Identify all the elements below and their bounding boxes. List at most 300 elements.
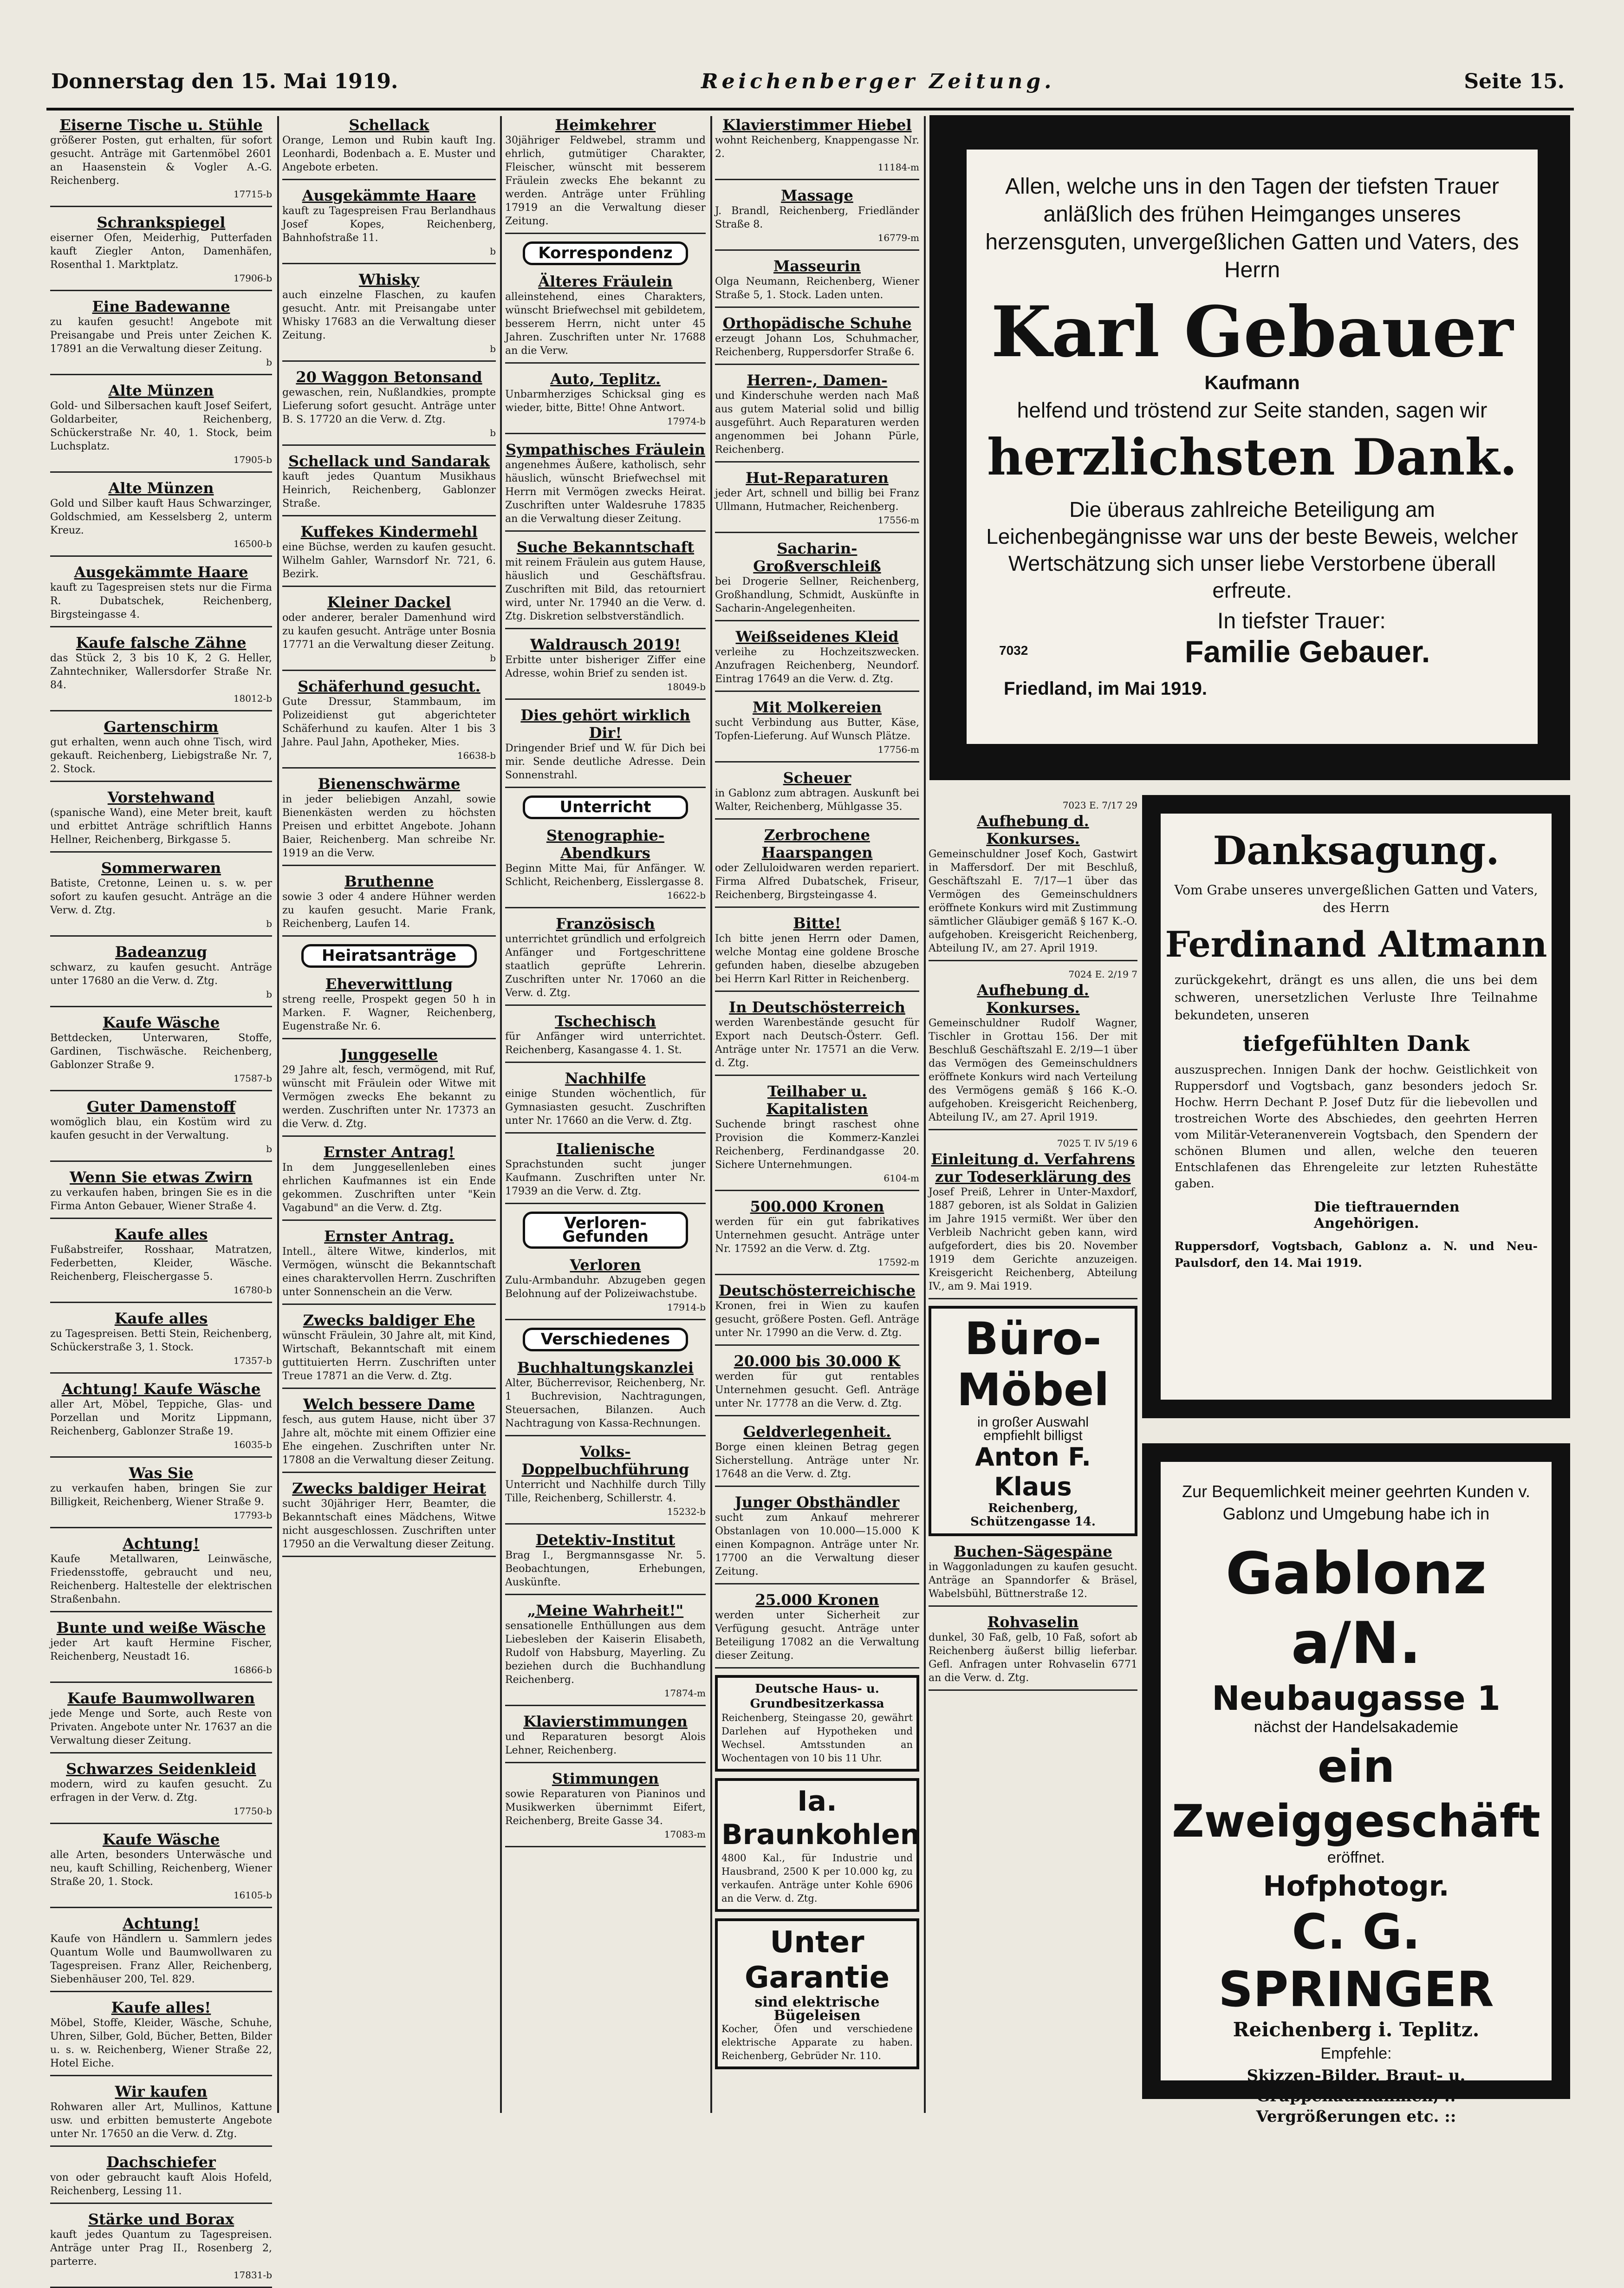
classified-ad: [50, 789, 272, 853]
ad-heading: Bruthenne: [344, 873, 434, 890]
ad-text: werden Warenbestände gesucht für Export nach Deutsch-Österr. Gefl. Anträge unter Nr. 17571 an die Verw. d. Ztg.: [715, 1017, 919, 1069]
ad-heading: 25.000 Kronen: [755, 1591, 879, 1609]
classified-ad: [715, 628, 919, 692]
classified-ad: [50, 1380, 272, 1458]
ad-heading: Schellack: [349, 116, 429, 134]
ad-meta: 7025 T. IV 5/19 6: [1057, 1138, 1137, 1149]
classified-ad: [505, 1602, 706, 1706]
classified-ad: [715, 314, 919, 365]
ad-divider: [505, 1132, 706, 1134]
classified-ad: [929, 1613, 1137, 1691]
ad-text: streng reelle, Prospekt gegen 50 h in Marken. F. Wagner, Reichenberg, Eugenstraße Nr. 6.: [282, 994, 496, 1032]
ad-reference: b: [490, 343, 496, 354]
category-verloren-gefunden: Verloren-Gefunden: [523, 1212, 688, 1249]
ad-divider: [715, 991, 919, 992]
ad-divider: [282, 360, 496, 362]
classified-ad: [282, 1311, 496, 1389]
ad-text: werden für ein gut fabrikatives Unternehmen gesucht. Anträge unter Nr. 17592 an die Verw. d. Ztg.: [715, 1216, 919, 1255]
ad-text: Rohwaren aller Art, Mullinos, Kattune usw. und erbitten bemusterte Angebote unter Nr. 17650 an die Verw. d. Ztg.: [50, 2101, 272, 2140]
ad-reference: 16500-b: [233, 538, 272, 549]
ad-text: oder Zelluloidwaren werden repariert. Firma Alfred Dubatschek, Friseur, Reichenberg, Birgsteingasse 4.: [715, 862, 919, 901]
ad-divider: [50, 1823, 272, 1824]
ad-divider: [50, 1456, 272, 1458]
ad-heading: Whisky: [358, 271, 420, 288]
classified-ad: [715, 914, 919, 992]
ad-divider: [50, 1907, 272, 1908]
ad-heading: Alte Münzen: [108, 382, 214, 399]
ad-text: Bettdecken, Unterwaren, Stoffe, Gardinen, Tischwäsche. Reichenberg, Gablonzer Straße 9.: [50, 1032, 272, 1071]
column-1-classifieds: [50, 116, 272, 2281]
ad-heading: Rohvaselin: [987, 1613, 1079, 1631]
ad-reference: 17974-b: [667, 416, 706, 427]
classified-ad: [929, 799, 1137, 961]
ad-text: Kaufe von Händlern u. Sammlern jedes Quantum Wolle und Baumwollwaren zu Tagespreisen. Franz Aller, Reichenberg, Siebenhäuser 200, Tel. 829.: [50, 1933, 272, 1985]
newspaper-title: Reichenberger Zeitung.: [701, 70, 1055, 93]
ad-divider: [505, 233, 706, 234]
column-5-notices: [929, 799, 1137, 2113]
ad-heading: 500.000 Kronen: [750, 1198, 884, 1215]
altmann-sign: Die tieftrauernden Angehörigen.: [1314, 1199, 1460, 1232]
ad-divider: [282, 767, 496, 769]
altmann-name: Ferdinand Altmann: [1165, 924, 1547, 965]
ad-bueromoebel-line1: in großer Auswahl: [977, 1415, 1089, 1430]
gebauer-body: Die überaus zahlreiche Beteiligung am Leichenbegängnisse war uns der beste Beweis, welcher Wertschätzung sich unser liebe Verstorbene überall erfreute.: [986, 497, 1518, 602]
springer-role: Hofphotogr.: [1263, 1870, 1449, 1903]
ad-heading: Masseurin: [773, 257, 861, 275]
classified-ad: [505, 370, 706, 434]
ad-divider: [715, 364, 919, 365]
ad-divider: [715, 179, 919, 180]
ad-text: Kronen, frei in Wien zu kaufen gesucht, größere Posten. Gefl. Anträge unter Nr. 17990 an die Verw. d. Ztg.: [715, 1300, 919, 1339]
ad-heading: Kaufe alles!: [111, 1999, 211, 2016]
springer-street: Neubaugasse 1: [1212, 1679, 1501, 1718]
ad-heading: Herren-, Damen-: [747, 372, 888, 389]
classified-ad: [505, 1713, 706, 1763]
classified-ad: [282, 1046, 496, 1137]
classified-ad: [505, 915, 706, 1006]
classified-ad: [282, 1143, 496, 1221]
ad-heading: Geldverlegenheit.: [743, 1423, 891, 1441]
ad-heading: Älteres Fräulein: [538, 273, 673, 290]
ad-heading: Bitte!: [793, 914, 841, 932]
ad-reference: 17715-b: [233, 189, 272, 200]
ad-reference: b: [266, 357, 272, 368]
springer-items: Skizzen-Bilder, Braut- u. Gruppenaufnahmen, :: Vergrößerungen etc. ::: [1247, 2066, 1466, 2126]
ad-divider: [929, 960, 1137, 961]
gebauer-family: Familie Gebauer.: [1185, 634, 1430, 669]
classified-ad: [929, 1543, 1137, 1607]
ad-text: eiserner Ofen, Meiderhig, Putterfaden kauft Ziegler Anton, Damenhäfen, Rosenthal 1. Marktplatz.: [50, 232, 272, 271]
ad-garantie-sub: sind elektrische Bügeleisen: [754, 1994, 880, 2024]
column-separator: [277, 116, 279, 2113]
ad-text: von oder gebraucht kauft Alois Hofeld, Reichenberg, Lessing 11.: [50, 2172, 272, 2197]
ad-heading: Teilhaber u. Kapitalisten: [766, 1082, 868, 1118]
ad-heading: Nachhilfe: [565, 1069, 646, 1087]
classified-ad: [505, 1012, 706, 1063]
gebauer-place: Friedland, im Mai 1919.: [1004, 678, 1207, 699]
ad-divider: [282, 1038, 496, 1039]
classified-ad: [715, 1352, 919, 1416]
ad-divider: [282, 1304, 496, 1305]
ad-divider: [929, 1298, 1137, 1299]
column-2-classifieds: [282, 116, 496, 2113]
page-number: Seite 15.: [1464, 70, 1565, 93]
ad-divider: [50, 1611, 272, 1612]
classified-ad: [50, 1760, 272, 1824]
ad-text: Kaufe Metallwaren, Leinwäsche, Friedensstoffe, gebraucht und neu, Reichenberg. Haltestelle der elektrischen Straßenbahn.: [50, 1553, 272, 1605]
header-rule: [46, 108, 1574, 111]
ad-heading: Junger Obsthändler: [734, 1493, 900, 1511]
classified-ad: [50, 298, 272, 375]
ad-divider: [50, 1991, 272, 1992]
classified-ad: [505, 1443, 706, 1525]
classified-ad: [282, 775, 496, 866]
classified-ad: [50, 1535, 272, 1612]
ad-reference: 6104-m: [883, 1173, 919, 1184]
classified-ad: [715, 769, 919, 820]
ad-divider: [282, 179, 496, 180]
ad-divider: [282, 1556, 496, 1557]
ad-unter-garantie: [715, 1918, 919, 2069]
ad-text: In dem Junggesellenleben eines ehrlichen Kaufmannes ist ein Ende gekommen. Zuschriften unter "Kein Vagabund" an die Verw. d. Ztg.: [282, 1162, 496, 1214]
notice-springer: [1161, 1462, 1552, 2126]
ad-divider: [50, 626, 272, 627]
ad-heading: Klavierstimmer Hiebel: [722, 116, 912, 134]
ad-divider: [50, 1752, 272, 1753]
ad-text: sowie 3 oder 4 andere Hühner werden zu kaufen gesucht. Marie Frank, Reichenberg, Laufen 14.: [282, 891, 496, 930]
ad-heading: Ernster Antrag.: [324, 1227, 454, 1245]
ad-text: schwarz, zu kaufen gesucht. Anträge unter 17680 an die Verw. d. Ztg.: [50, 962, 272, 987]
classified-ad: [715, 1082, 919, 1191]
ad-text: Gemeinschuldner Rudolf Wagner, Tischler in Grottau 156. Der mit Beschluß Geschäftszahl E. 2/19—1 über das Vermögen des Gemeinschuldners eröffnete Konkurs wird nach Verteilung des Vermögens gemäß § 166 K.-O. aufgehoben. Kreisgericht Reichenberg, Abteilung IV., am 27. April 1919.: [929, 1017, 1137, 1123]
ad-heading: Mit Molkereien: [753, 698, 882, 716]
category-heiratsantraege: Heiratsanträge: [301, 944, 477, 968]
altmann-intro: Vom Grabe unseres unvergeßlichen Gatten und Vaters, des Herrn: [1174, 882, 1538, 915]
ad-divider: [50, 1302, 272, 1303]
ad-text: (spanische Wand), eine Meter breit, kauft und erbittet Anträge schriftlich Hanns Hellner, Reichenberg, Birkgasse 5.: [50, 807, 272, 846]
ad-divider: [50, 1527, 272, 1528]
ad-heading: Verloren: [570, 1256, 641, 1274]
classified-ad: [50, 382, 272, 473]
classified-ad: [505, 706, 706, 788]
ad-text: kauft jedes Quantum zu Tagespreisen. Anträge unter Prag II., Rosenberg 2, parterre.: [50, 2229, 272, 2268]
gebauer-occupation: Kaufmann: [1204, 372, 1300, 393]
ad-heading: Heimkehrer: [555, 116, 656, 134]
ad-reference: 16035-b: [233, 1439, 272, 1450]
classified-ad: [282, 187, 496, 264]
classified-ad: [505, 1359, 706, 1436]
classified-ad: [715, 1282, 919, 1346]
ad-text: bei Drogerie Sellner, Reichenberg, Großhandlung, Schmidt, Auskünfte in Sacharin-Angelegenheiten.: [715, 576, 919, 614]
ad-text: kauft zu Tagespreisen Frau Berlandhaus Josef Kopes, Reichenberg, Bahnhofstraße 11.: [282, 205, 496, 244]
ad-heading: Einleitung d. Verfahrens zur Todeserklärung des: [931, 1150, 1135, 1186]
ad-heading: Schäferhund gesucht.: [298, 678, 481, 695]
ad-divider: [505, 1846, 706, 1847]
ad-heading: Alte Münzen: [108, 479, 214, 497]
ad-text: gut erhalten, wenn auch ohne Tisch, wird gekauft. Reichenberg, Liebigstraße Nr. 7, 2. Stock.: [50, 737, 272, 775]
ad-text: das Stück 2, 3 bis 10 K, 2 G. Heller, Zahntechniker, Wallersdorfer Straße Nr. 84.: [50, 652, 272, 691]
ad-text: Gold und Silber kauft Haus Schwarzinger, Goldschmied, am Kesselsberg 2, unterm Kreuz.: [50, 498, 272, 536]
classified-ad: [505, 441, 706, 532]
ad-heading: Italienische: [556, 1140, 655, 1158]
ad-text: Sprachstunden sucht junger Kaufmann. Zuschriften unter Nr. 17939 an die Verw. d. Ztg.: [505, 1159, 706, 1197]
springer-city: Gablonz a/N.: [1225, 1540, 1487, 1677]
ad-braunkohlen-text: 4800 Kal., für Industrie und Hausbrand, 2500 K per 10.000 kg, zu verkaufen. Anträge unter Kohle 6906 an die Verw. d. Ztg.: [721, 1852, 913, 1904]
ad-heading: Eheverwittlung: [325, 975, 453, 993]
gebauer-name: Karl Gebauer: [991, 291, 1514, 373]
ad-reference: 17905-b: [233, 454, 272, 465]
column-3-classifieds: [505, 116, 706, 2113]
classified-ad: [929, 1137, 1137, 1299]
ad-divider: [50, 2075, 272, 2076]
classified-ad: [50, 1619, 272, 1683]
classified-ad: [50, 563, 272, 627]
classified-ad: [282, 678, 496, 769]
classified-ad: [715, 998, 919, 1076]
ad-bueromoebel: [929, 1306, 1137, 1536]
classified-ad: [505, 273, 706, 364]
ad-hausbesitzerkassa: [715, 1675, 919, 1772]
ad-text: eine Büchse, werden zu kaufen gesucht. Wilhelm Gahler, Warnsdorf Nr. 721, 6. Bezirk.: [282, 541, 496, 580]
gebauer-number: 7032: [999, 643, 1028, 658]
ad-divider: [715, 818, 919, 820]
ad-divider: [282, 1219, 496, 1221]
ad-text: für Anfänger wird unterrichtet. Reichenberg, Kasangasse 4. 1. St.: [505, 1031, 706, 1056]
ad-heading: Eine Badewanne: [92, 298, 230, 315]
ad-text: 29 Jahre alt, fesch, vermögend, mit Ruf, wünscht mit Fräulein oder Witwe mit Vermögen zwecks Ehe bekannt zu werden. Zuschriften unter Nr. 17373 an die Verw. d. Ztg.: [282, 1064, 496, 1130]
category-korrespondenz: Korrespondenz: [523, 241, 688, 265]
classified-ad: [50, 1310, 272, 1374]
ad-heading: Achtung! Kaufe Wäsche: [61, 1380, 261, 1398]
ad-divider: [505, 1523, 706, 1525]
ad-text: wohnt Reichenberg, Knappengasse Nr. 2.: [715, 135, 919, 160]
classified-ad: [282, 975, 496, 1039]
ad-heading: Eiserne Tische u. Stühle: [59, 116, 263, 134]
ad-text: verleihe zu Hochzeitszwecken. Anzufragen Reichenberg, Neundorf. Eintrag 17649 an die Verw. d. Ztg.: [715, 646, 919, 685]
ad-text: womöglich blau, ein Kostüm wird zu kaufen gesucht in der Verwaltung.: [50, 1116, 272, 1141]
ad-heading: Gartenschirm: [104, 718, 219, 736]
ad-text: in Waggonladungen zu kaufen gesucht. Anträge an Spanndorfer & Bräsel, Wabelsbühl, Büttnerstraße 12.: [929, 1561, 1137, 1600]
ad-divider: [50, 2203, 272, 2204]
ad-divider: [50, 2145, 272, 2147]
ad-reference: 18049-b: [667, 681, 706, 692]
classified-ad: [282, 1395, 496, 1473]
ad-heading: Klavierstimmungen: [523, 1713, 688, 1730]
gebauer-family-row: [967, 634, 1538, 676]
ad-reference: b: [490, 246, 496, 257]
classified-ad: [715, 1591, 919, 1669]
classified-ad: [505, 636, 706, 700]
ad-heading: Vorstehwand: [107, 789, 215, 806]
altmann-body1: zurückgekehrt, drängt es uns allen, die uns bei dem schweren, unersetzlichen Verluste Ihre Teilnahme bekundeten, unseren: [1175, 973, 1538, 1023]
ad-reference: 17831-b: [233, 2269, 272, 2281]
ad-divider: [715, 906, 919, 908]
ad-text: Gemeinschuldner Josef Koch, Gastwirt in Maffersdorf. Der mit Beschluß, Geschäftszahl E. 7/17—1 über das Vermögen des Gemeinschuldners eröffnete Konkurs wird mit Zustimmung sämtlicher Gläubiger gemäß § 167 K.-O. aufgehoben. Kreisgericht Reichenberg, Abteilung IV., am 27. April 1919.: [929, 848, 1137, 954]
classified-ad: [715, 116, 919, 180]
ad-reference: 17756-m: [877, 744, 919, 755]
ad-text: auch einzelne Flaschen, zu kaufen gesucht. Antr. mit Preisangabe unter Whisky 17683 an die Verwaltung dieser Zeitung.: [282, 289, 496, 341]
ad-text: dunkel, 30 Faß, gelb, 10 Faß, sofort ab Reichenberg äußerst billig lieferbar. Gefl. Anfragen unter Rohvaselin 6771 an die Verw. d. Ztg.: [929, 1632, 1137, 1684]
classified-ad: [50, 718, 272, 782]
ad-reference: 16866-b: [233, 1664, 272, 1675]
classified-ad: [505, 1770, 706, 1847]
springer-name: C. G. SPRINGER: [1218, 1903, 1494, 2018]
notice-gebauer: [967, 150, 1538, 744]
ad-reference: 16779-m: [877, 232, 919, 243]
ad-divider: [282, 444, 496, 446]
ad-heading: Aufhebung d. Konkurses.: [977, 812, 1089, 847]
ad-heading: Bunte und weiße Wäsche: [56, 1619, 266, 1636]
ad-heading: Sacharin-Großverschleiß: [753, 540, 881, 575]
ad-text: in jeder beliebigen Anzahl, sowie Bienenkästen werden zu höchsten Preisen und erbittet Angebote. Johann Baier, Reichenberg. Man schreibe Nr. 1919 an die Verw.: [282, 794, 496, 859]
ad-bueromoebel-address: Reichenberg, Schützengasse 14.: [970, 1501, 1096, 1529]
ad-heading: 20.000 bis 30.000 K: [734, 1352, 901, 1370]
ad-divider: [282, 935, 496, 937]
ad-reference: b: [490, 652, 496, 664]
ad-hausbesitzer-title: Deutsche Haus- u. Grundbesitzerkassa: [750, 1682, 884, 1711]
ad-heading: Ausgekämmte Haare: [302, 187, 476, 204]
ad-text: Erbitte unter bisheriger Ziffer eine Adresse, wohin Brief zu senden ist.: [505, 654, 706, 679]
ad-divider: [50, 374, 272, 375]
ad-heading: Französisch: [556, 915, 655, 932]
ad-divider: [50, 290, 272, 291]
classified-ad: [505, 1256, 706, 1320]
ad-heading: Stenographie-Abendkurs: [546, 827, 665, 862]
ad-text: Möbel, Stoffe, Kleider, Wäsche, Schuhe, Uhren, Silber, Gold, Bücher, Betten, Bilder u. s. w. Reichenberg, Wiener Straße 22, Hotel Eiche.: [50, 2017, 272, 2069]
ad-heading: Tschechisch: [555, 1012, 656, 1030]
ad-reference: b: [266, 989, 272, 1000]
ad-divider: [50, 555, 272, 557]
ad-divider: [715, 532, 919, 533]
ad-heading: Stimmungen: [552, 1770, 659, 1787]
gebauer-intro: Allen, welche uns in den Tagen der tiefsten Trauer anläßlich des frühen Heimganges unseres herzensguten, unvergeßlichen Gatten und Vaters, des Herrn: [985, 174, 1519, 282]
ad-divider: [282, 670, 496, 671]
ad-text: Intell., ältere Witwe, kinderlos, mit Vermögen, wünscht die Bekanntschaft eines charaktervollen Herrn. Zuschriften unter Sonnenschein an die Verw.: [282, 1246, 496, 1298]
ad-heading: 20 Waggon Betonsand: [296, 368, 482, 386]
notice-altmann: [1161, 814, 1552, 1400]
ad-divider: [50, 710, 272, 711]
ad-divider: [505, 1705, 706, 1706]
classified-ad: [715, 1493, 919, 1584]
ad-divider: [715, 1274, 919, 1275]
ad-divider: [50, 1682, 272, 1683]
ad-heading: Stärke und Borax: [88, 2210, 234, 2228]
ad-text: erzeugt Johann Los, Schuhmacher, Reichenberg, Ruppersdorfer Straße 6.: [715, 333, 919, 358]
ad-divider: [715, 306, 919, 308]
ad-divider: [929, 1129, 1137, 1130]
ad-reference: 17083-m: [664, 1829, 706, 1840]
ad-meta: 7023 E. 7/17 29: [1062, 800, 1137, 811]
ad-text: in Gablonz zum abtragen. Auskunft bei Walter, Reichenberg, Mühlgasse 35.: [715, 788, 919, 813]
ad-divider: [505, 1203, 706, 1204]
ad-text: gewaschen, rein, Nußlandkies, prompte Lieferung sofort gesucht. Anträge unter B. S. 17720 an die Verw. d. Ztg.: [282, 387, 496, 425]
altmann-body2: auszusprechen. Innigen Dank der hochw. Geistlichkeit von Ruppersdorf und Vogtsbach, ganz besonders jedoch Sr. Hochw. Herrn Dechant P. Josef Dutz für die liebevollen und trostreichen Worte des Abschiedes, den geehrten Herren vom Militär-Veteranenverein Vogtsbach, den Spendern der schönen Blumen und allen, welche den teueren Entschlafenen das Ehrengeleite zur letzten Ruhestätte gaben.: [1175, 1063, 1538, 1190]
ad-heading: Hut-Reparaturen: [746, 469, 889, 487]
ad-heading: In Deutschösterreich: [729, 998, 905, 1016]
ad-text: 30jähriger Feldwebel, stramm und ehrlich, gutmütiger Charakter, Fleischer, wünscht mit besserem Fräulein zwecks Ehe bekannt zu werden. Anträge unter Frühling 17919 an die Verwaltung dieser Zeitung.: [505, 135, 706, 227]
ad-bueromoebel-name: Anton F. Klaus: [975, 1442, 1091, 1501]
ad-text: größerer Posten, gut erhalten, für sofort gesucht. Anträge mit Gartenmöbel 2601 an Haasenstein & Vogler A.-G. Reichenberg.: [50, 135, 272, 187]
ad-text: Olga Neumann, Reichenberg, Wiener Straße 5, 1. Stock. Laden unten.: [715, 276, 919, 301]
classified-ad: [282, 1480, 496, 1557]
classified-ad: [282, 452, 496, 516]
ad-text: Unbarmherziges Schicksal ging es wieder, bitte, Bitte! Ohne Antwort.: [505, 389, 706, 414]
ad-text: werden für gut rentables Unternehmen gesucht. Gefl. Anträge unter Nr. 17778 an die Verw. d. Ztg.: [715, 1371, 919, 1409]
ad-divider: [505, 530, 706, 532]
ad-text: Batiste, Cretonne, Leinen u. s. w. per sofort zu kaufen gesucht. Anträge an die Verw. d. Ztg.: [50, 878, 272, 916]
ad-text: Gute Dressur, Stammbaum, im Polizeidienst gut abgerichteter Schäferhund zu kaufen. Alter 1 bis 3 Jahre. Paul Jahn, Apotheker, Mies.: [282, 696, 496, 748]
ad-divider: [505, 1435, 706, 1436]
ad-text: und Kinderschuhe werden nach Maß aus gutem Material solid und billig ausgeführt. Auch Reparaturen werden angenommen bei Johann Pürle, Reichenberg.: [715, 390, 919, 456]
page-header: [51, 65, 1565, 98]
gebauer-thanks: herzlichsten Dank.: [987, 428, 1517, 487]
ad-divider: [50, 1160, 272, 1162]
ad-text: sucht Verbindung aus Butter, Käse, Topfen-Lieferung. Auf Wunsch Plätze.: [715, 717, 919, 742]
ad-divider: [715, 461, 919, 463]
ad-text: J. Brandl, Reichenberg, Friedländer Straße 8.: [715, 205, 919, 230]
ad-divider: [282, 865, 496, 866]
classified-ad: [282, 593, 496, 671]
column-separator: [924, 116, 926, 2113]
ad-heading: „Meine Wahrheit!": [527, 1602, 684, 1619]
altmann-title: Danksagung.: [1213, 828, 1500, 873]
classified-ad: [715, 257, 919, 308]
classified-ad: [505, 1069, 706, 1134]
classified-ad: [505, 538, 706, 629]
ad-text: zu verkaufen haben, bringen Sie zur Billigkeit, Reichenberg, Wiener Straße 9.: [50, 1483, 272, 1508]
ad-text: jeder Art, schnell und billig bei Franz Ullmann, Hutmacher, Reichenberg.: [715, 488, 919, 513]
classified-ad: [505, 1531, 706, 1595]
ad-heading: Orthopädische Schuhe: [722, 314, 912, 332]
classified-ad: [282, 368, 496, 446]
ad-divider: [50, 935, 272, 937]
ad-reference: 17874-m: [664, 1688, 706, 1699]
column-separator: [500, 116, 502, 2113]
ad-heading: Welch bessere Dame: [303, 1395, 475, 1413]
ad-heading: Guter Damenstoff: [86, 1098, 236, 1115]
ad-reference: 17592-m: [877, 1257, 919, 1268]
ad-garantie-text: Kocher, Öfen und verschiedene elektrische Apparate zu haben. Reichenberg, Gebrüder Nr. 110.: [721, 2023, 913, 2061]
ad-bueromoebel-title: Büro-Möbel: [956, 1313, 1110, 1416]
ad-reference: b: [266, 1143, 272, 1154]
ad-heading: Was Sie: [129, 1464, 194, 1482]
category-unterricht: Unterricht: [523, 795, 688, 819]
ad-reference: b: [266, 918, 272, 929]
classified-ad: [282, 873, 496, 937]
ad-text: Orange, Lemon und Rubin kauft Ing. Leonhardi, Bodenbach a. E. Muster und Angebote erbeten.: [282, 135, 496, 173]
springer-cities: Reichenberg i. Teplitz.: [1233, 2018, 1480, 2041]
ad-heading: Sommerwaren: [101, 859, 221, 877]
ad-divider: [50, 1218, 272, 1219]
ad-heading: Junggeselle: [340, 1046, 438, 1063]
ad-divider: [50, 781, 272, 782]
ad-text: aller Art, Möbel, Teppiche, Glas- und Porzellan und Moritz Lippmann, Reichenberg, Gablonzer Straße 19.: [50, 1399, 272, 1437]
ad-text: wünscht Fräulein, 30 Jahre alt, mit Kind, Wirtschaft, Bekanntschaft mit einem guttituierten Herrn. Zuschriften unter Treue 17871 an die Verw. d. Ztg.: [282, 1330, 496, 1382]
ad-heading: Ausgekämmte Haare: [74, 563, 248, 581]
ad-text: Zulu-Armbanduhr. Abzugeben gegen Belohnung auf der Polizeiwachstube.: [505, 1275, 706, 1300]
ad-text: alleinstehend, eines Charakters, wünscht Briefwechsel mit gebildetem, besserem Herrn, nicht unter 45 Jahren. Zuschriften unter Nr. 17688 an die Verw.: [505, 291, 706, 357]
ad-text: Beginn Mitte Mai, für Anfänger. W. Schlicht, Reichenberg, Eisslergasse 8.: [505, 863, 706, 888]
ad-text: oder anderer, beraler Damenhund wird zu kaufen gesucht. Anträge unter Bosnia 17771 an die Verwaltung dieser Zeitung.: [282, 612, 496, 651]
ad-heading: Volks-Doppelbuchführung: [521, 1443, 689, 1478]
ad-text: Fußabstreifer, Rosshaar, Matratzen, Federbetten, Kleider, Wäsche. Reichenberg, Fleischergasse 5.: [50, 1244, 272, 1283]
ad-divider: [715, 1344, 919, 1346]
ad-heading: Dachschiefer: [106, 2153, 216, 2171]
ad-text: und Reparaturen besorgt Alois Lehner, Reichenberg.: [505, 1731, 706, 1756]
ad-heading: Auto, Teplitz.: [550, 370, 661, 388]
ad-text: kauft jedes Quantum Musikhaus Heinrich, Reichenberg, Gablonzer Straße.: [282, 471, 496, 509]
ad-divider: [50, 1090, 272, 1091]
